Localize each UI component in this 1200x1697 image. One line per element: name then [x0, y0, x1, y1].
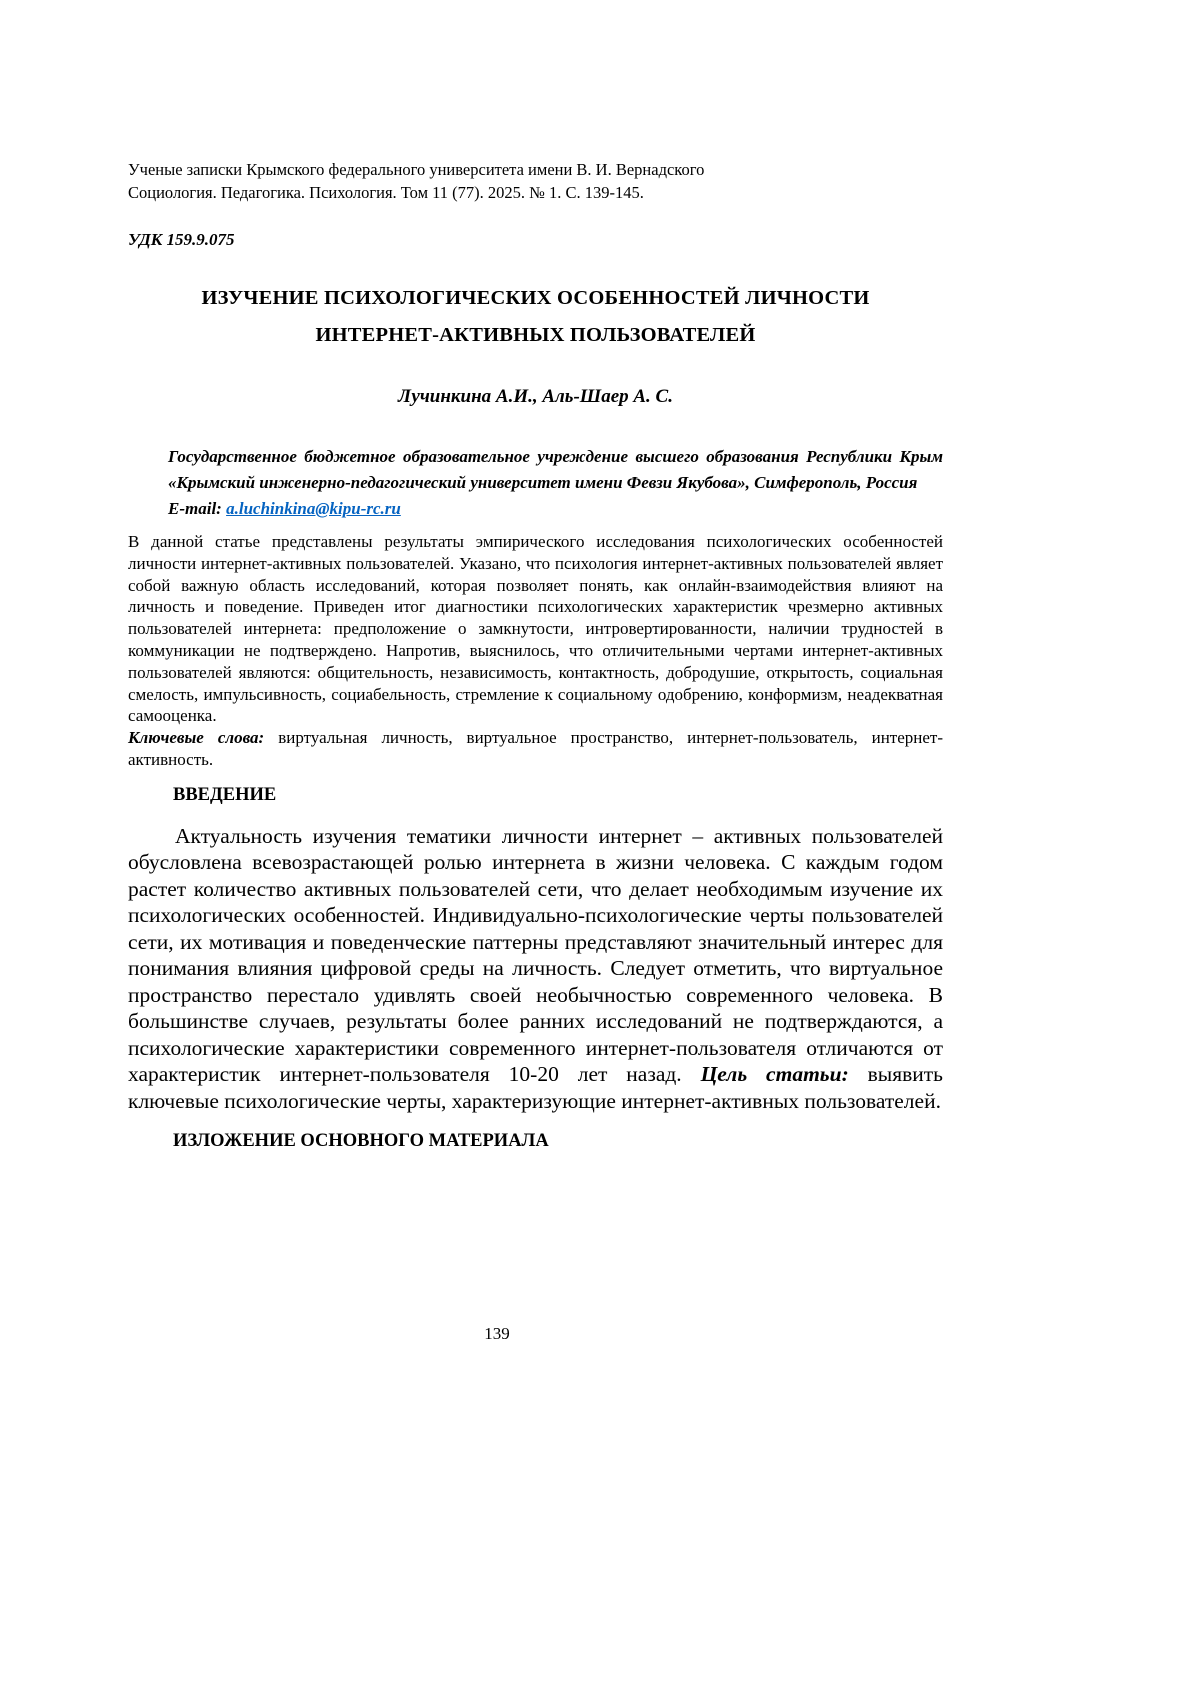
article-goal-label: Цель статьи:: [700, 1062, 868, 1087]
article-goal-text: выявить ключевые психологические черты, характеризующие интернет-активных пользователей.: [128, 1062, 943, 1113]
keywords-line: [128, 727, 943, 771]
keywords-label: Ключевые слова:: [128, 728, 279, 748]
journal-issue-line: Социология. Педагогика. Психология. Том 11 (77). 2025. № 1. С. 139-145.: [128, 183, 644, 202]
page-number: 139: [484, 1324, 510, 1343]
abstract-block: [128, 531, 943, 771]
email-link[interactable]: a.luchinkina@kipu-rc.ru: [226, 499, 401, 518]
journal-name-line: Ученые записки Крымского федерального университета имени В. И. Вернадского: [128, 160, 705, 179]
introduction-paragraph: [128, 823, 943, 1115]
section-heading-main-material: ИЗЛОЖЕНИЕ ОСНОВНОГО МАТЕРИАЛА: [173, 1131, 549, 1152]
authors-line: Лучинкина А.И., Аль-Шаер А. С.: [398, 386, 673, 407]
email-line: [168, 496, 943, 522]
article-title-line1: ИЗУЧЕНИЕ ПСИХОЛОГИЧЕСКИХ ОСОБЕННОСТЕЙ ЛИЧНОСТИ: [201, 287, 870, 309]
article-title: [128, 280, 943, 354]
udk-code: УДК 159.9.075: [128, 230, 235, 249]
journal-masthead: [128, 158, 943, 204]
section-heading-introduction: ВВЕДЕНИЕ: [173, 784, 277, 805]
email-label: E-mail:: [168, 499, 227, 518]
introduction-text: Актуальность изучения тематики личности интернет – активных пользователей обусловлена всевозрастающей ролью интернета в жизни человека. С каждым годом растет количество активных пользователей сети, что делает необходимым изучение их психологических особенностей. Индивидуально-психологические черты пользователей сети, их мотивация и поведенческие паттерны представляют значительный интерес для понимания влияния цифровой среды на личность. Следует отметить, что виртуальное пространство перестало удивлять своей необычностью современного человека. В большинстве случаев, результаты более ранних исследований не подтверждаются, а психологические характеристики современного интернет-пользователя отличаются от характеристик интернет-пользователя 10-20 лет назад.: [128, 823, 943, 1087]
affiliation-text: Государственное бюджетное образовательное учреждение высшего образования Республики Крым «Крымский инженерно-педагогический университет имени Февзи Якубова», Симферополь, Россия: [168, 447, 943, 492]
article-title-line2: ИНТЕРНЕТ-АКТИВНЫХ ПОЛЬЗОВАТЕЛЕЙ: [315, 324, 756, 346]
keywords-text: виртуальная личность, виртуальное пространство, интернет-пользователь, интернет-активность.: [128, 728, 943, 769]
abstract-text: В данной статье представлены результаты эмпирического исследования психологических особенностей личности интернет-активных пользователей. Указано, что психология интернет-активных пользователей являет собой важную область исследований, которая позволяет понять, как онлайн-взаимодействия влияют на личность и поведение. Приведен итог диагностики психологических характеристик чрезмерно активных пользователей интернета: предположение о замкнутости, интровертированности, наличии трудностей в коммуникации не подтверждено. Напротив, выяснилось, что отличительными чертами интернет-активных пользователей являются: общительность, независимость, контактность, добродушие, открытость, социальная смелость, импульсивность, социабельность, стремление к социальному одобрению, конформизм, неадекватная самооценка.: [128, 532, 943, 726]
affiliation-block: [168, 444, 943, 522]
